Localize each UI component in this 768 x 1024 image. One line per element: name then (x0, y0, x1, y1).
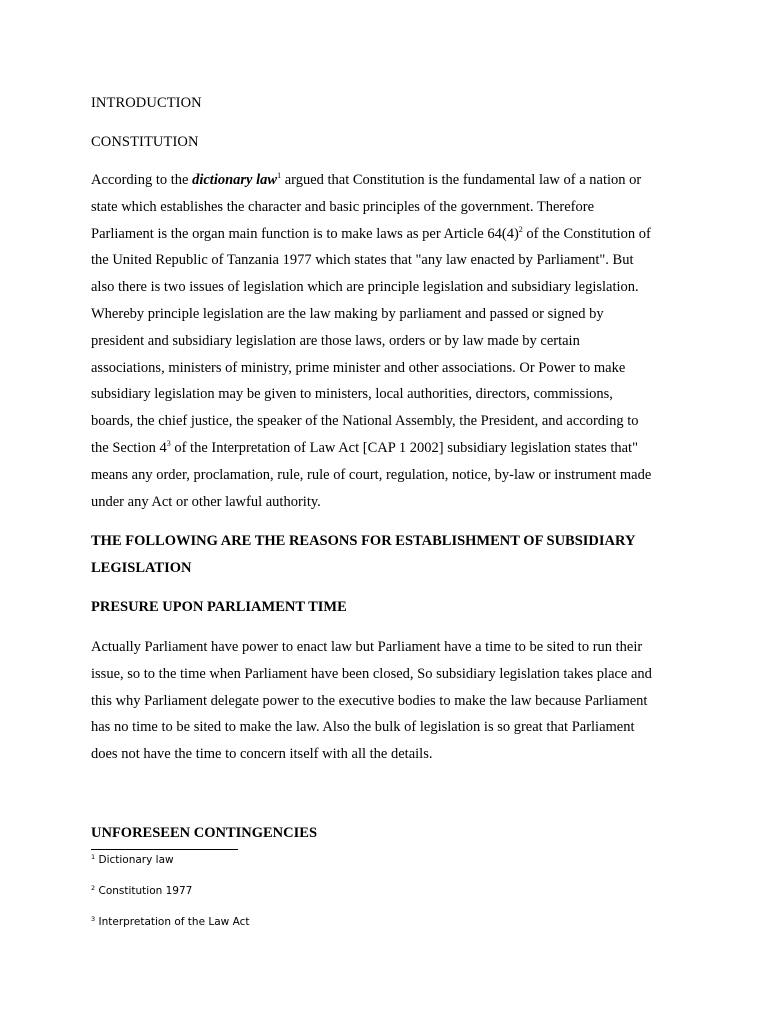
footnote-1: $^1$ Dictionary law (91, 853, 174, 866)
paragraph-line: issue, so to the time when Parliament have been closed, So subsidiary legislation takes place and (91, 665, 652, 682)
footnote-ref-1[interactable]: 1 (277, 171, 282, 180)
footnote-2: $^2$ Constitution 1977 (91, 884, 193, 897)
heading-introduction: INTRODUCTION (91, 95, 202, 111)
paragraph-line: According to the dictionary law$^1$ argued that Constitution is the fundamental law of a nation or (91, 171, 642, 188)
paragraph-line: this why Parliament delegate power to the executive bodies to make the law because Parliament (91, 692, 648, 709)
paragraph-line: president and subsidiary legislation are those laws, orders or by law made by certain (91, 332, 580, 349)
paragraph-line: Whereby principle legislation are the law making by parliament and passed or signed by (91, 305, 604, 322)
paragraph-line: also there is two issues of legislation which are principle legislation and subsidiary legislation. (91, 279, 639, 296)
heading-pressure-upon-parliament-time: PRESURE UPON PARLIAMENT TIME (91, 599, 347, 615)
footnote-ref-3[interactable]: 3 (166, 438, 171, 448)
paragraph-pressure (91, 634, 681, 768)
paragraph-line: subsidiary legislation may be given to ministers, local authorities, directors, commissions, (91, 386, 613, 403)
paragraph-line: the Section $4^3$ of the Interpretation of Law Act [CAP 1 2002] subsidiary legislation states that" (91, 438, 638, 456)
paragraph-line: associations, ministers of ministry, prime minister and other associations. Or Power to make (91, 359, 626, 376)
footnote-ref-2[interactable]: 2 (518, 224, 523, 234)
paragraph-line: state which establishes the character and basic principles of the government. Therefore (91, 198, 595, 215)
paragraph-line: does not have the time to concern itself with all the details. (91, 746, 433, 763)
paragraph-line: boards, the chief justice, the speaker of the National Assembly, the President, and according to (91, 413, 639, 430)
footnote-separator (91, 849, 238, 850)
paragraph-line: has no time to be sited to make the law. Also the bulk of legislation is so great that Parliament (91, 719, 635, 736)
paragraph-line: means any order, proclamation, rule, rule of court, regulation, notice, by-law or instrument made (91, 466, 652, 483)
dictionary-law-term: dictionary law (192, 172, 278, 188)
heading-reasons: THE FOLLOWING ARE THE REASONS FOR ESTABLISHMENT OF SUBSIDIARY LEGISLATION (91, 533, 636, 576)
footnote-3: $^3$ Interpretation of the Law Act (91, 915, 250, 928)
paragraph-line: the United Republic of Tanzania 1977 which states that "any law enacted by Parliament". But (91, 252, 634, 269)
paragraph-constitution (91, 167, 681, 515)
paragraph-line: Parliament is the organ main function is to make laws as per Article $64(4)^2$ of the Constitution of (91, 224, 651, 242)
paragraph-line: under any Act or other lawful authority. (91, 493, 321, 510)
heading-unforeseen-contingencies: UNFORESEEN CONTINGENCIES (91, 825, 318, 841)
paragraph-line: Actually Parliament have power to enact law but Parliament have a time to be sited to run their (91, 639, 643, 655)
heading-constitution: CONSTITUTION (91, 134, 199, 150)
